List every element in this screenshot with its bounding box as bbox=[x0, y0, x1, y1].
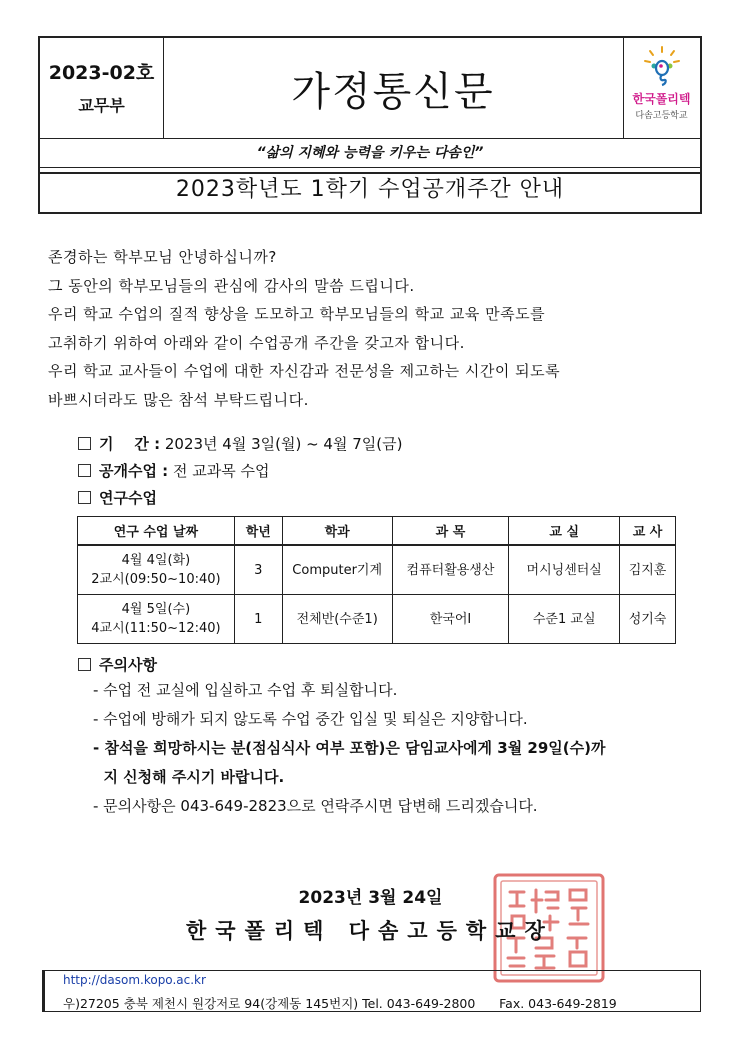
logo-school: 다솜고등학교 bbox=[635, 111, 688, 121]
school-principal: 한국폴리텍 다솜고등학교장 bbox=[186, 919, 554, 943]
open-class-label: 공개수업 : bbox=[99, 462, 169, 480]
column-header: 교 사 bbox=[620, 517, 676, 546]
notes-heading bbox=[78, 654, 157, 675]
table-row bbox=[78, 545, 676, 595]
column-header: 과 목 bbox=[392, 517, 509, 546]
research-class-table bbox=[77, 516, 676, 644]
date-cell bbox=[78, 545, 235, 595]
note-item: - 문의사항은 043-649-2823으로 연락주시면 답변해 드리겠습니다. bbox=[93, 797, 538, 815]
dept-cell: 전체반(수준1) bbox=[282, 595, 392, 644]
table-header-row bbox=[78, 517, 676, 546]
room-cell: 머시닝센터실 bbox=[509, 545, 620, 595]
research-label: 연구수업 bbox=[99, 489, 157, 507]
intro-line: 그 동안의 학부모님들의 관심에 감사의 말씀 드립니다. bbox=[48, 276, 415, 295]
period-item bbox=[78, 433, 402, 454]
note-item: - 참석을 희망하시는 분(점심식사 여부 포함)은 담임교사에게 3월 29일(수)까 bbox=[93, 739, 606, 757]
column-header: 연구 수업 날짜 bbox=[78, 517, 235, 546]
period-text: 2교시(09:50~10:40) bbox=[91, 572, 221, 587]
issue-date: 2023년 3월 24일 bbox=[298, 888, 443, 908]
grade-cell: 3 bbox=[234, 545, 282, 595]
room-cell: 수준1 교실 bbox=[509, 595, 620, 644]
research-item bbox=[78, 487, 157, 508]
notes-title: 주의사항 bbox=[99, 656, 157, 674]
department: 교무부 bbox=[78, 96, 125, 115]
school-logo bbox=[623, 38, 700, 138]
checkbox-icon bbox=[78, 464, 91, 477]
intro-line: 우리 학교 교사들이 수업에 대한 자신감과 전문성을 제고하는 시간이 되도록 bbox=[48, 362, 561, 380]
note-item: - 수업에 방해가 되지 않도록 수업 중간 입실 및 퇴실은 지양합니다. bbox=[93, 710, 528, 728]
subject-cell: 컴퓨터활용생산 bbox=[392, 545, 509, 595]
period-value: 2023년 4월 3일(월) ~ 4월 7일(금) bbox=[160, 435, 403, 453]
note-item: 지 신청해 주시기 바랍니다. bbox=[93, 768, 285, 786]
open-class-value: 전 교과목 수업 bbox=[168, 462, 270, 480]
dept-cell: Computer기계 bbox=[282, 545, 392, 595]
school-url[interactable]: http://dasom.kopo.ac.kr bbox=[63, 973, 206, 987]
checkbox-icon bbox=[78, 491, 91, 504]
note-item: - 수업 전 교실에 입실하고 수업 후 퇴실합니다. bbox=[93, 681, 398, 699]
school-address: 우)27205 충북 제천시 원강저로 94(강제동 145번지) Tel. 043-649-2800 Fax. 043-649-2819 bbox=[63, 996, 617, 1011]
footer-box bbox=[42, 970, 701, 1012]
date-cell bbox=[78, 595, 235, 644]
intro-line: 고취하기 위하여 아래와 같이 수업공개 주간을 갖고자 합니다. bbox=[48, 333, 465, 352]
column-header: 교 실 bbox=[509, 517, 620, 546]
subject-cell: 한국어Ⅰ bbox=[392, 595, 509, 644]
period-text: 4교시(11:50~12:40) bbox=[91, 621, 221, 636]
checkbox-icon bbox=[78, 437, 91, 450]
logo-icon bbox=[640, 44, 684, 88]
teacher-cell: 김지훈 bbox=[620, 545, 676, 595]
table-row bbox=[78, 595, 676, 644]
newsletter-title: 가정통신문 bbox=[163, 38, 624, 138]
issue-number: 2023-02호 bbox=[48, 62, 155, 84]
notice-subject: 2023학년도 1학기 수업공개주간 안내 bbox=[175, 177, 565, 202]
issue-box bbox=[40, 38, 164, 138]
column-header: 학년 bbox=[234, 517, 282, 546]
intro-line: 우리 학교 수업의 질적 향상을 도모하고 학부모님들의 학교 교육 만족도를 bbox=[48, 305, 546, 323]
notes-list bbox=[93, 676, 605, 821]
open-class-item bbox=[78, 460, 269, 481]
intro-line: 존경하는 학부모님 안녕하십니까? bbox=[48, 248, 277, 266]
date-text: 4월 4일(화) bbox=[121, 553, 191, 568]
logo-name: 한국폴리텍 bbox=[632, 92, 691, 106]
school-motto: “삶의 지혜와 능력을 키우는 다솜인” bbox=[40, 138, 700, 168]
checkbox-icon bbox=[78, 658, 91, 671]
period-label: 기 간 : bbox=[99, 435, 161, 453]
intro-line: 바쁘시더라도 많은 참석 부탁드립니다. bbox=[48, 390, 309, 409]
date-text: 4월 5일(수) bbox=[121, 602, 191, 617]
intro-paragraph bbox=[48, 243, 708, 414]
header-frame bbox=[38, 36, 702, 214]
subject-divider bbox=[38, 172, 702, 174]
grade-cell: 1 bbox=[234, 595, 282, 644]
column-header: 학과 bbox=[282, 517, 392, 546]
teacher-cell: 성기숙 bbox=[620, 595, 676, 644]
